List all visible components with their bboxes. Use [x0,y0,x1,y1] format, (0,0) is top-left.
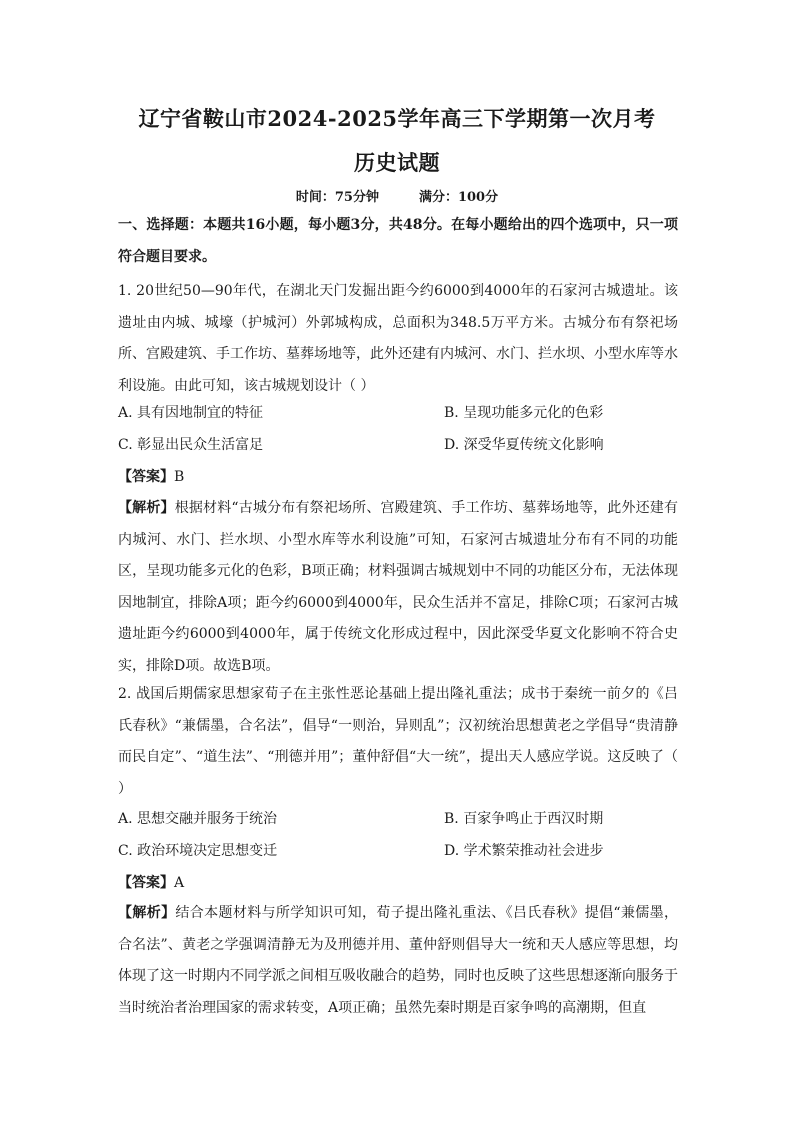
exam-title: 辽宁省鞍山市2024-2025学年高三下学期第一次月考 [138,106,656,131]
q1-answer [118,467,184,487]
q2-option-c: C. 政治环境决定思想变迁 [118,843,278,859]
analysis-tag: 【解析】 [118,500,175,516]
q2-option-a: A. 思想交融并服务于统治 [118,811,278,827]
q1-option-c: C. 彰显出民众生活富足 [118,437,264,453]
q1-option-b: B. 呈现功能多元化的色彩 [444,405,604,421]
q1-option-a: A. 具有因地制宜的特征 [118,405,264,421]
q2-analysis [118,898,678,1024]
section-heading: 一、选择题：本题共16小题，每小题3分，共48分。在每小题给出的四个选项中，只一项符合题目要求。 [118,217,678,265]
exam-score: 满分：100分 [418,190,499,205]
analysis-text: 根据材料“古城分布有祭祀场所、宫殿建筑、手工作坊、墓葬场地等，此外还建有内城河、水门、拦水坝、小型水库等水利设施”可知，石家河古城遗址分布有不同的功能区，呈现功能多元化的色彩，B项正确；材料强调古城规划中不同的功能区分布，无法体现因地制宜，排除A项；距今约6000到4000年，民众生活并不富足，排除C项；石家河古城遗址距今约6000到4000年，属于传统文化形成过程中，因此深受华夏文化影响不符合史实，排除D项。故选B项。 [118,500,679,674]
question-1-stem: 1. 20世纪50—90年代，在湖北天门发掘出距今约6000到4000年的石家河古城遗址。该遗址由内城、城壕（护城河）外郭城构成，总面积为348.5万平方米。古城分布有祭祀场所、宫殿建筑、手工作坊、墓葬场地等，此外还建有内城河、水门、拦水坝、小型水库等水利设施。由此可知，该古城规划设计（ ） [118,283,678,394]
q2-answer [118,873,184,893]
answer-value: B [174,469,185,485]
question-2-stem: 2. 战国后期儒家思想家荀子在主张性恶论基础上提出隆礼重法；成书于秦统一前夕的《吕氏春秋》“兼儒墨，合名法”，倡导“一则治，异则乱”；汉初统治思想黄老之学倡导“贵清静而民自定”、“道生法”、“刑德并用”；董仲舒倡“大一统”，提出天人感应学说。这反映了（ ） [118,686,678,797]
q1-option-d: D. 深受华夏传统文化影响 [444,437,604,453]
answer-tag: 【答案】 [118,875,174,891]
exam-subtitle: 历史试题 [354,150,440,175]
exam-time: 时间：75分钟 [295,190,379,205]
answer-value: A [174,875,185,891]
exam-meta [0,186,794,205]
analysis-text: 结合本题材料与所学知识可知，荀子提出隆礼重法、《吕氏春秋》提倡“兼儒墨，合名法”、黄老之学强调清静无为及刑德并用、董仲舒则倡导大一统和天人感应等思想，均体现了这一时期内不同学派之间相互吸收融合的趋势，同时也反映了这些思想逐渐向服务于当时统治者治理国家的需求转变，A项正确；虽然先秦时期是百家争鸣的高潮期，但直 [118,905,679,1016]
answer-tag: 【答案】 [118,469,174,485]
q1-analysis [118,493,678,682]
q2-option-b: B. 百家争鸣止于西汉时期 [444,811,604,827]
q2-option-d: D. 学术繁荣推动社会进步 [444,843,604,859]
analysis-tag: 【解析】 [118,905,176,921]
